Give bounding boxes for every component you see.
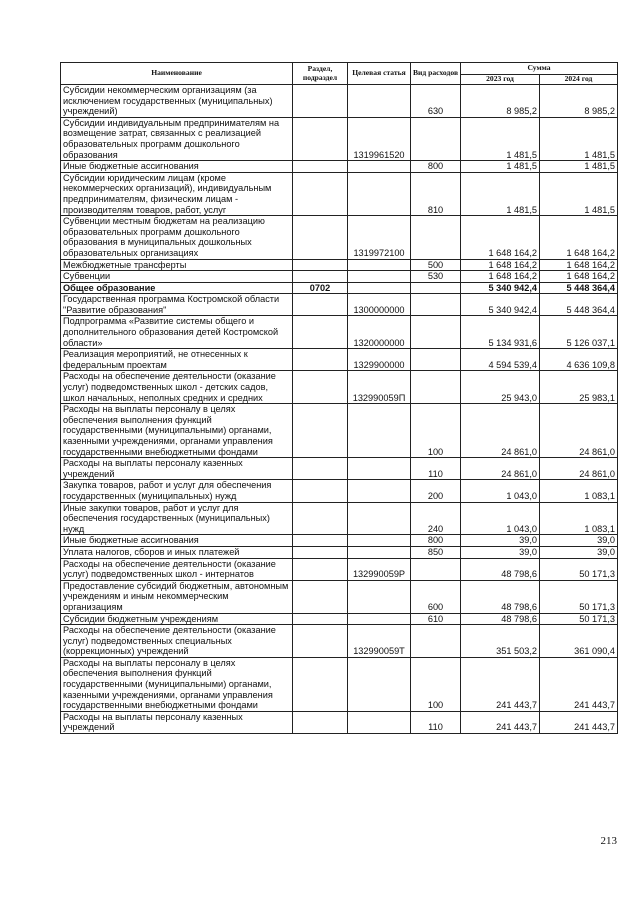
cell-section xyxy=(293,259,348,271)
cell-2024: 8 985,2 xyxy=(540,85,618,118)
cell-target xyxy=(348,546,411,558)
table-row xyxy=(61,172,618,215)
cell-section xyxy=(293,172,348,215)
cell-name: Субсидии некоммерческим организациям (за исключением государственных (муниципальных) учреждений) xyxy=(61,85,293,118)
header-year-2024: 2024 год xyxy=(540,75,618,85)
cell-2024: 1 481,5 xyxy=(540,172,618,215)
cell-section xyxy=(293,580,348,613)
cell-2023: 4 594 539,4 xyxy=(461,349,540,371)
cell-section xyxy=(293,613,348,625)
cell-target xyxy=(348,580,411,613)
cell-target xyxy=(348,172,411,215)
cell-2024: 50 171,3 xyxy=(540,558,618,580)
cell-type: 110 xyxy=(411,458,461,480)
cell-2024: 50 171,3 xyxy=(540,580,618,613)
cell-type xyxy=(411,117,461,160)
cell-target xyxy=(348,161,411,173)
table-row xyxy=(61,371,618,404)
cell-target: 132990059Т xyxy=(348,625,411,658)
table-row xyxy=(61,259,618,271)
cell-name: Расходы на выплаты персоналу казенных учреждений xyxy=(61,458,293,480)
cell-2024: 50 171,3 xyxy=(540,613,618,625)
cell-target: 132990059Р xyxy=(348,558,411,580)
table-row xyxy=(61,117,618,160)
cell-type: 800 xyxy=(411,161,461,173)
cell-target xyxy=(348,657,411,711)
cell-target xyxy=(348,259,411,271)
cell-2024: 1 083,1 xyxy=(540,480,618,502)
header-section: Раздел, подраздел xyxy=(293,63,348,85)
cell-target xyxy=(348,404,411,458)
cell-2023: 1 648 164,2 xyxy=(461,271,540,283)
cell-2024: 1 481,5 xyxy=(540,161,618,173)
table-row xyxy=(61,480,618,502)
cell-2023: 39,0 xyxy=(461,535,540,547)
cell-type: 850 xyxy=(411,546,461,558)
header-type: Вид расходов xyxy=(411,63,461,85)
cell-name: Субсидии бюджетным учреждениям xyxy=(61,613,293,625)
cell-section xyxy=(293,85,348,118)
table-row xyxy=(61,316,618,349)
cell-target: 1319961520 xyxy=(348,117,411,160)
header-sum: Сумма xyxy=(461,63,618,75)
cell-section xyxy=(293,502,348,535)
cell-2024: 1 648 164,2 xyxy=(540,216,618,259)
cell-target xyxy=(348,282,411,294)
cell-target xyxy=(348,271,411,283)
cell-2023: 1 481,5 xyxy=(461,161,540,173)
cell-2023: 1 481,5 xyxy=(461,117,540,160)
cell-2024: 1 481,5 xyxy=(540,117,618,160)
cell-section xyxy=(293,316,348,349)
cell-name: Подпрограмма «Развитие системы общего и дополнительного образования детей Костромской области» xyxy=(61,316,293,349)
header-target: Целевая статья xyxy=(348,63,411,85)
table-row xyxy=(61,294,618,316)
header-name: Наименование xyxy=(61,63,293,85)
cell-type xyxy=(411,294,461,316)
cell-2024: 39,0 xyxy=(540,535,618,547)
cell-type: 110 xyxy=(411,711,461,733)
cell-2024: 1 083,1 xyxy=(540,502,618,535)
table-body xyxy=(61,85,618,734)
cell-2023: 1 648 164,2 xyxy=(461,259,540,271)
cell-2024: 5 126 037,1 xyxy=(540,316,618,349)
cell-name: Субвенции xyxy=(61,271,293,283)
cell-type xyxy=(411,558,461,580)
cell-2023: 39,0 xyxy=(461,546,540,558)
cell-target: 1329900000 xyxy=(348,349,411,371)
cell-section xyxy=(293,625,348,658)
cell-name: Расходы на выплаты персоналу казенных учреждений xyxy=(61,711,293,733)
cell-target xyxy=(348,85,411,118)
table-row xyxy=(61,535,618,547)
cell-target: 1300000000 xyxy=(348,294,411,316)
cell-2023: 5 134 931,6 xyxy=(461,316,540,349)
cell-section xyxy=(293,117,348,160)
cell-section xyxy=(293,657,348,711)
cell-name: Закупка товаров, работ и услуг для обеспечения государственных (муниципальных) нужд xyxy=(61,480,293,502)
cell-name: Расходы на выплаты персоналу в целях обеспечения выполнения функций государственными (муниципальными) органами, казенными учреждениями, органами управления государственными внебюджетными фондами xyxy=(61,404,293,458)
cell-2024: 4 636 109,8 xyxy=(540,349,618,371)
cell-2024: 25 983,1 xyxy=(540,371,618,404)
cell-type: 240 xyxy=(411,502,461,535)
cell-type: 530 xyxy=(411,271,461,283)
cell-type: 610 xyxy=(411,613,461,625)
table-row xyxy=(61,349,618,371)
cell-type xyxy=(411,282,461,294)
cell-2023: 25 943,0 xyxy=(461,371,540,404)
cell-name: Общее образование xyxy=(61,282,293,294)
cell-2023: 1 648 164,2 xyxy=(461,216,540,259)
cell-section: 0702 xyxy=(293,282,348,294)
cell-type: 600 xyxy=(411,580,461,613)
cell-name: Субсидии юридическим лицам (кроме некоммерческих организаций), индивидуальным предпринимателям, физическим лицам - производителям товаров, работ, услуг xyxy=(61,172,293,215)
cell-section xyxy=(293,480,348,502)
cell-name: Государственная программа Костромской области "Развитие образования" xyxy=(61,294,293,316)
cell-2023: 1 481,5 xyxy=(461,172,540,215)
table-row xyxy=(61,161,618,173)
cell-name: Иные бюджетные ассигнования xyxy=(61,161,293,173)
cell-type: 500 xyxy=(411,259,461,271)
cell-target xyxy=(348,613,411,625)
cell-2024: 1 648 164,2 xyxy=(540,259,618,271)
cell-section xyxy=(293,371,348,404)
table-row xyxy=(61,558,618,580)
cell-section xyxy=(293,294,348,316)
cell-target: 1320000000 xyxy=(348,316,411,349)
cell-name: Предоставление субсидий бюджетным, автономным учреждениям и иным некоммерческим организациям xyxy=(61,580,293,613)
table-row xyxy=(61,580,618,613)
table-row xyxy=(61,282,618,294)
cell-2024: 24 861,0 xyxy=(540,404,618,458)
cell-2023: 5 340 942,4 xyxy=(461,294,540,316)
cell-type xyxy=(411,349,461,371)
table-header xyxy=(61,63,618,85)
cell-section xyxy=(293,349,348,371)
cell-target: 132990059П xyxy=(348,371,411,404)
cell-type xyxy=(411,625,461,658)
cell-target xyxy=(348,458,411,480)
table-row xyxy=(61,711,618,733)
table-row xyxy=(61,546,618,558)
cell-type: 810 xyxy=(411,172,461,215)
cell-type xyxy=(411,216,461,259)
cell-name: Расходы на обеспечение деятельности (оказание услуг) подведомственных школ - детских садов, школ начальных, неполных средних и средних xyxy=(61,371,293,404)
cell-name: Субсидии индивидуальным предпринимателям на возмещение затрат, связанных с реализацией образовательных программ дошкольного образования xyxy=(61,117,293,160)
budget-table xyxy=(60,62,618,734)
cell-2024: 5 448 364,4 xyxy=(540,294,618,316)
table-row xyxy=(61,625,618,658)
cell-section xyxy=(293,458,348,480)
table-row xyxy=(61,502,618,535)
cell-target xyxy=(348,502,411,535)
cell-2023: 48 798,6 xyxy=(461,580,540,613)
table-row xyxy=(61,458,618,480)
cell-name: Иные бюджетные ассигнования xyxy=(61,535,293,547)
cell-2023: 1 043,0 xyxy=(461,480,540,502)
cell-type: 200 xyxy=(411,480,461,502)
cell-target xyxy=(348,711,411,733)
cell-2023: 241 443,7 xyxy=(461,657,540,711)
cell-2023: 1 043,0 xyxy=(461,502,540,535)
cell-type: 100 xyxy=(411,657,461,711)
cell-2024: 241 443,7 xyxy=(540,657,618,711)
cell-target xyxy=(348,535,411,547)
table-row xyxy=(61,271,618,283)
cell-section xyxy=(293,711,348,733)
cell-name: Расходы на обеспечение деятельности (оказание услуг) подведомственных специальных (коррекционных) учреждений xyxy=(61,625,293,658)
cell-target: 1319972100 xyxy=(348,216,411,259)
table-row xyxy=(61,216,618,259)
cell-2024: 5 448 364,4 xyxy=(540,282,618,294)
page-number: 213 xyxy=(600,835,617,847)
cell-name: Расходы на выплаты персоналу в целях обеспечения выполнения функций государственными (муниципальными) органами, казенными учреждениями, органами управления государственными внебюджетными фондами xyxy=(61,657,293,711)
cell-type xyxy=(411,316,461,349)
cell-type: 100 xyxy=(411,404,461,458)
header-year-2023: 2023 год xyxy=(461,75,540,85)
cell-name: Уплата налогов, сборов и иных платежей xyxy=(61,546,293,558)
cell-2023: 48 798,6 xyxy=(461,558,540,580)
cell-name: Межбюджетные трансферты xyxy=(61,259,293,271)
cell-name: Иные закупки товаров, работ и услуг для обеспечения государственных (муниципальных) нужд xyxy=(61,502,293,535)
cell-2024: 361 090,4 xyxy=(540,625,618,658)
cell-section xyxy=(293,558,348,580)
cell-type: 630 xyxy=(411,85,461,118)
table-row xyxy=(61,85,618,118)
cell-name: Расходы на обеспечение деятельности (оказание услуг) подведомственных школ - интернатов xyxy=(61,558,293,580)
cell-name: Реализация мероприятий, не отнесенных к федеральным проектам xyxy=(61,349,293,371)
cell-section xyxy=(293,404,348,458)
table-row xyxy=(61,613,618,625)
table-row xyxy=(61,657,618,711)
cell-2023: 48 798,6 xyxy=(461,613,540,625)
cell-section xyxy=(293,216,348,259)
cell-2023: 8 985,2 xyxy=(461,85,540,118)
cell-name: Субвенции местным бюджетам на реализацию образовательных программ дошкольного образования в муниципальных дошкольных образовательных организациях xyxy=(61,216,293,259)
cell-section xyxy=(293,546,348,558)
cell-2023: 24 861,0 xyxy=(461,458,540,480)
table-row xyxy=(61,404,618,458)
cell-2023: 24 861,0 xyxy=(461,404,540,458)
cell-type: 800 xyxy=(411,535,461,547)
cell-2023: 351 503,2 xyxy=(461,625,540,658)
cell-target xyxy=(348,480,411,502)
cell-2024: 1 648 164,2 xyxy=(540,271,618,283)
cell-section xyxy=(293,161,348,173)
cell-2024: 24 861,0 xyxy=(540,458,618,480)
cell-2024: 39,0 xyxy=(540,546,618,558)
cell-2023: 5 340 942,4 xyxy=(461,282,540,294)
cell-2023: 241 443,7 xyxy=(461,711,540,733)
cell-section xyxy=(293,535,348,547)
cell-type xyxy=(411,371,461,404)
cell-section xyxy=(293,271,348,283)
cell-2024: 241 443,7 xyxy=(540,711,618,733)
